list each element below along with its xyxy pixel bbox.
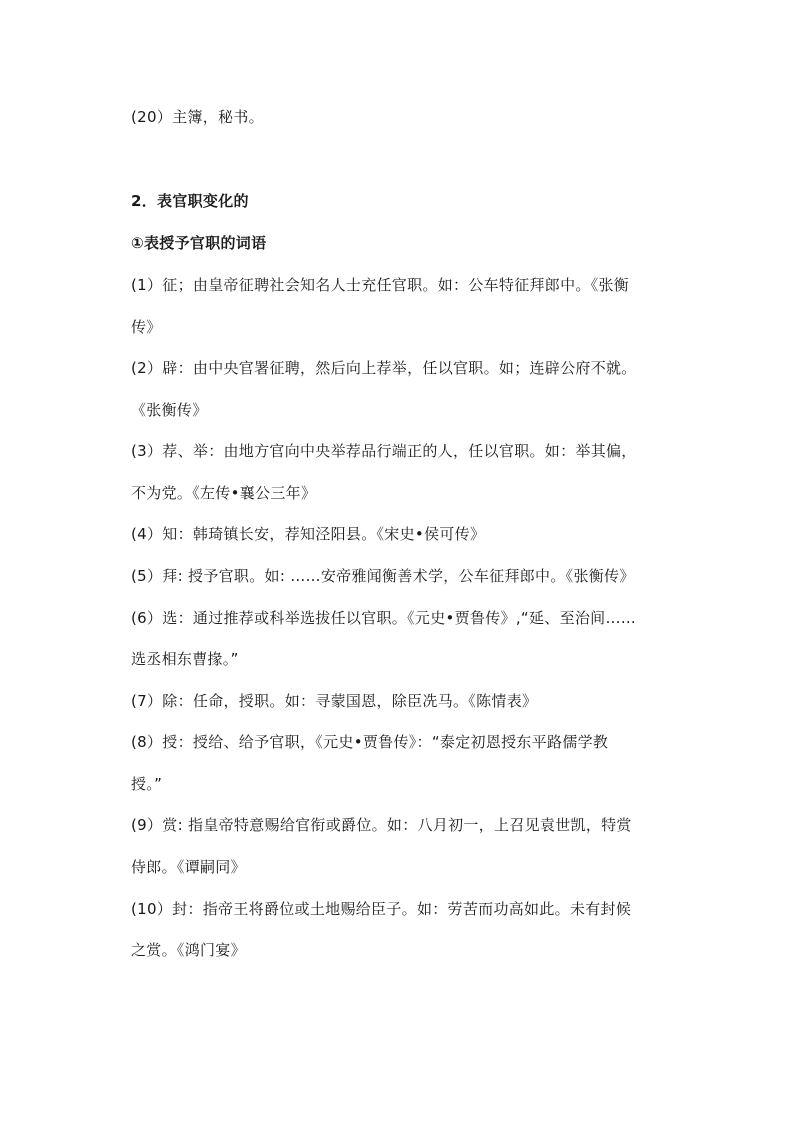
item-9-continuation: 侍郎。《谭嗣同》: [131, 858, 246, 876]
item-6-continuation: 选丞相东曹掾。”: [131, 650, 239, 668]
item-2-line: (2）辟：由中央官署征聘，然后向上荐举，任以官职。如；连辟公府不就。: [131, 359, 637, 377]
subsection-heading: ①表授予官职的词语: [131, 234, 267, 252]
item-7-line: (7）除：任命，授职。如：寻蒙国恩，除臣冼马。《陈情表》: [131, 692, 538, 710]
item-3-continuation: 不为党。《左传•襄公三年》: [131, 484, 317, 502]
item-4-line: (4）知：韩琦镇长安，荐知泾阳县。《宋史•侯可传》: [131, 525, 486, 543]
section-heading: 2．表官职变化的: [131, 192, 249, 210]
item-10-line: (10）封：指帝王将爵位或土地赐给臣子。如：劳苦而功高如此。未有封候: [131, 900, 632, 918]
item-3-line: (3）荐、举：由地方官向中央举荐品行端正的人，任以官职。如：举其偏，: [131, 442, 637, 460]
item-8-line: (8）授：授给、给予官职，《元史•贾鲁传》：“泰定初恩授东平路儒学教: [131, 733, 609, 751]
item-6-line: (6）选：通过推荐或科举选拔任以官职。《元史•贾鲁传》,“延、至治间……: [131, 609, 637, 627]
item-10-continuation: 之赏。《鸿门宴》: [131, 941, 246, 959]
item-1-line: (1）征；由皇帝征聘社会知名人士充任官职。如：公车特征拜郎中。《张衡: [131, 276, 630, 294]
item-1-continuation: 传》: [131, 318, 162, 336]
item-20-line: (20）主簿，秘书。: [131, 108, 264, 126]
item-5-line: (5）拜: 授予官职。如: ……安帝雅闻衡善术学，公车征拜郎中。《张衡传》: [131, 567, 635, 585]
item-2-continuation: 《张衡传》: [131, 401, 208, 419]
item-9-line: (9）赏: 指皇帝特意赐给官衔或爵位。如：八月初一，上召见袁世凯，特赏: [131, 816, 632, 834]
item-8-continuation: 授。”: [131, 775, 163, 793]
